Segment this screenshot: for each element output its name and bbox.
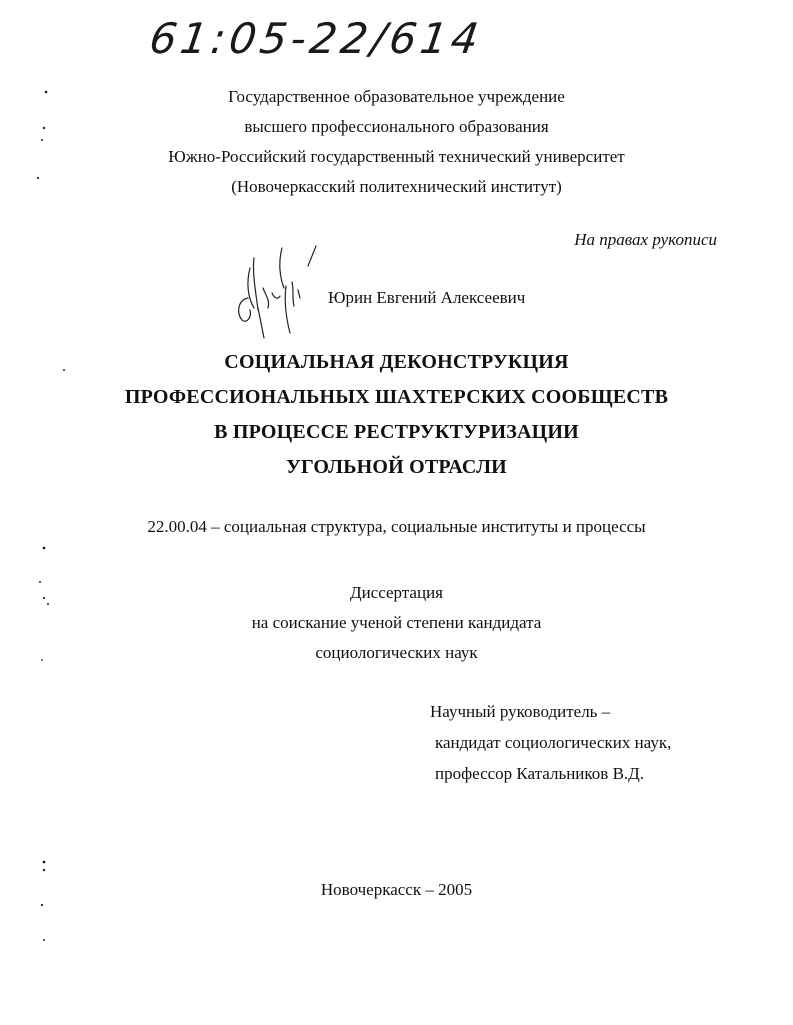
title-line: ПРОФЕССИОНАЛЬНЫХ ШАХТЕРСКИХ СООБЩЕСТВ xyxy=(124,386,669,408)
specialty-code: 22.00.04 – социальная структура, социальные институты и процессы xyxy=(147,517,646,536)
title-line: СОЦИАЛЬНАЯ ДЕКОНСТРУКЦИЯ xyxy=(224,351,569,373)
author-name: Юрин Евгений Алексеевич xyxy=(328,288,526,307)
handwritten-catalog-number: 61:05-22/614 xyxy=(146,14,486,63)
advisor-line: кандидат социологических наук, xyxy=(435,733,672,752)
degree-line: социологических наук xyxy=(315,643,478,662)
city-year: Новочеркасск – 2005 xyxy=(320,880,473,899)
institution-line: Государственное образовательное учреждение xyxy=(228,87,565,106)
degree-line: Диссертация xyxy=(349,583,443,602)
advisor-line: Научный руководитель – xyxy=(430,702,611,721)
rights-note: На правах рукописи xyxy=(574,230,717,249)
degree-line: на соискание ученой степени кандидата xyxy=(251,613,542,632)
advisor-line: профессор Катальников В.Д. xyxy=(435,764,645,783)
title-line: В ПРОЦЕССЕ РЕСТРУКТУРИЗАЦИИ xyxy=(214,421,579,443)
institution-line: (Новочеркасский политехнический институт) xyxy=(231,177,562,196)
title-line: УГОЛЬНОЙ ОТРАСЛИ xyxy=(286,456,507,478)
institution-line: высшего профессионального образования xyxy=(244,117,549,136)
institution-line: Южно-Российский государственный технический университет xyxy=(168,147,625,166)
